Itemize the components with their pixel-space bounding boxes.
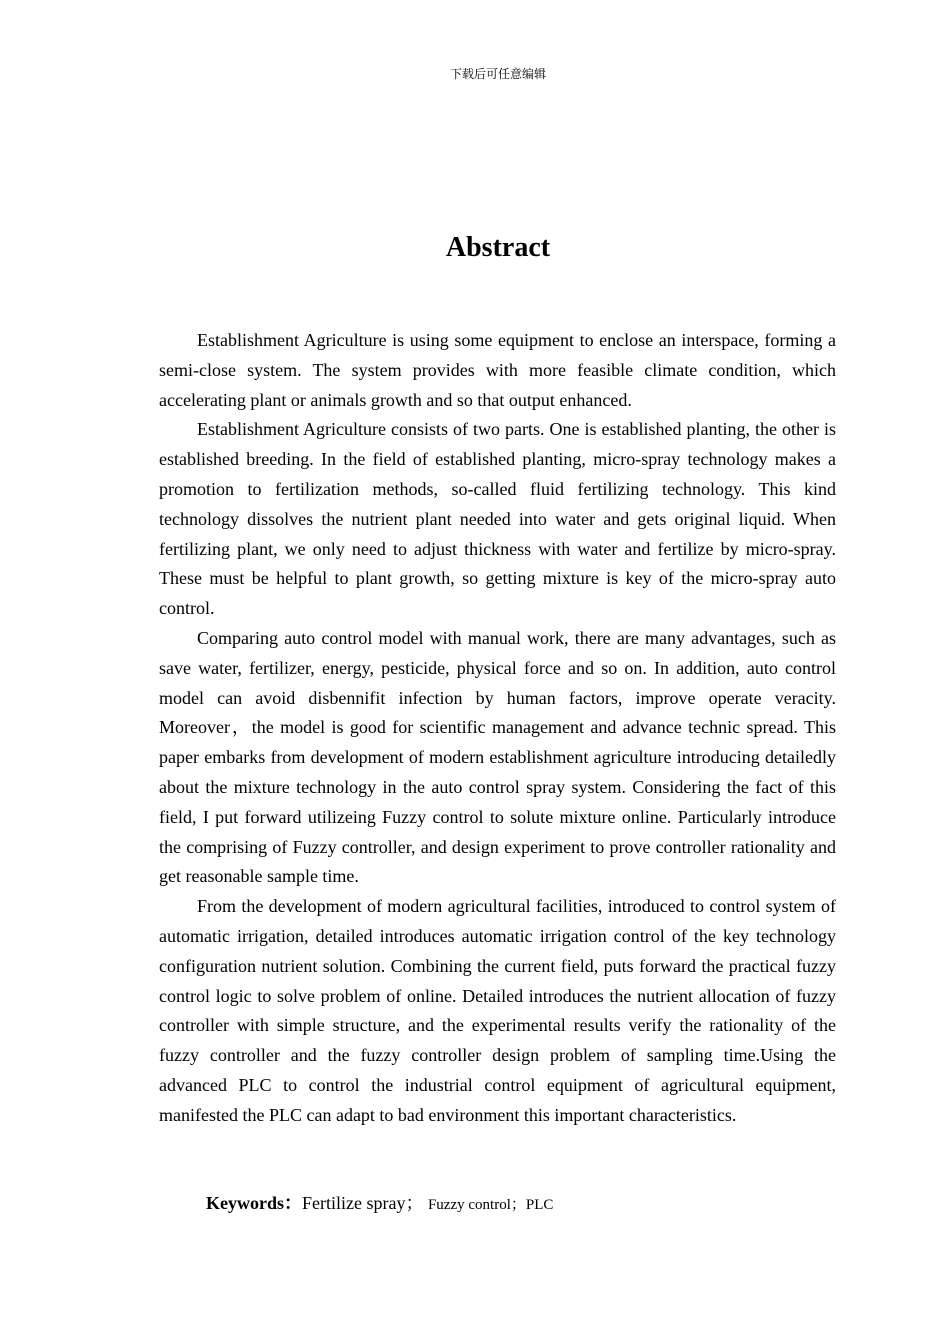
keywords-line bbox=[206, 1189, 553, 1219]
document-title: Abstract bbox=[445, 232, 551, 263]
abstract-paragraph-2: Establishment Agriculture consists of two parts. One is established planting, the other is established breeding. In the field of established planting, micro-spray technology makes a promotion to fertilization methods, so-called fluid fertilizing technology. This kind technology dissolves the nutrient plant needed into water and gets original liquid. When fertilizing plant, we only need to adjust thickness with water and fertilize by micro-spray. These must be helpful to plant growth, so getting mixture is key of the micro-spray auto control. bbox=[159, 419, 836, 619]
abstract-paragraph-1: Establishment Agriculture is using some equipment to enclose an interspace, forming a semi-close system. The system provides with more feasible climate condition, which accelerating plant or animals growth and so that output enhanced. bbox=[159, 330, 836, 410]
abstract-paragraph-3: Comparing auto control model with manual work, there are many advantages, such as save water, fertilizer, energy, pesticide, physical force and so on. In addition, auto control model can avoid disbennifit infection by human factors, improve operate veracity. Moreover，the model is good for scientific management and advance technic spread. This paper embarks from development of modern establishment agriculture introducing detailedly about the mixture technology in the auto control spray system. Considering the fact of this field, I put forward utilizeing Fuzzy control to solute mixture online. Particularly introduce the comprising of Fuzzy controller, and design experiment to prove controller rationality and get reasonable sample time. bbox=[159, 627, 836, 887]
keyword-fertilize-spray: Fertilize spray； bbox=[302, 1193, 424, 1213]
abstract-body bbox=[159, 326, 836, 1131]
keywords-rest: Fuzzy control；PLC bbox=[427, 1197, 554, 1213]
keywords-label: Keywords： bbox=[206, 1193, 302, 1213]
page-header-note: 下载后可任意编辑 bbox=[449, 67, 546, 81]
abstract-paragraph-4: From the development of modern agricultural facilities, introduced to control system of automatic irrigation, detailed introduces automatic irrigation control of the key technology configuration nutrient solution. Combining the current field, puts forward the practical fuzzy control logic to solve problem of online. Detailed introduces the nutrient allocation of fuzzy controller with simple structure, and the experimental results verify the rationality of the fuzzy controller and the fuzzy controller design problem of sampling time.Using the advanced PLC to control the industrial control equipment of agricultural equipment, manifested the PLC can adapt to bad environment this important characteristics. bbox=[159, 896, 836, 1125]
